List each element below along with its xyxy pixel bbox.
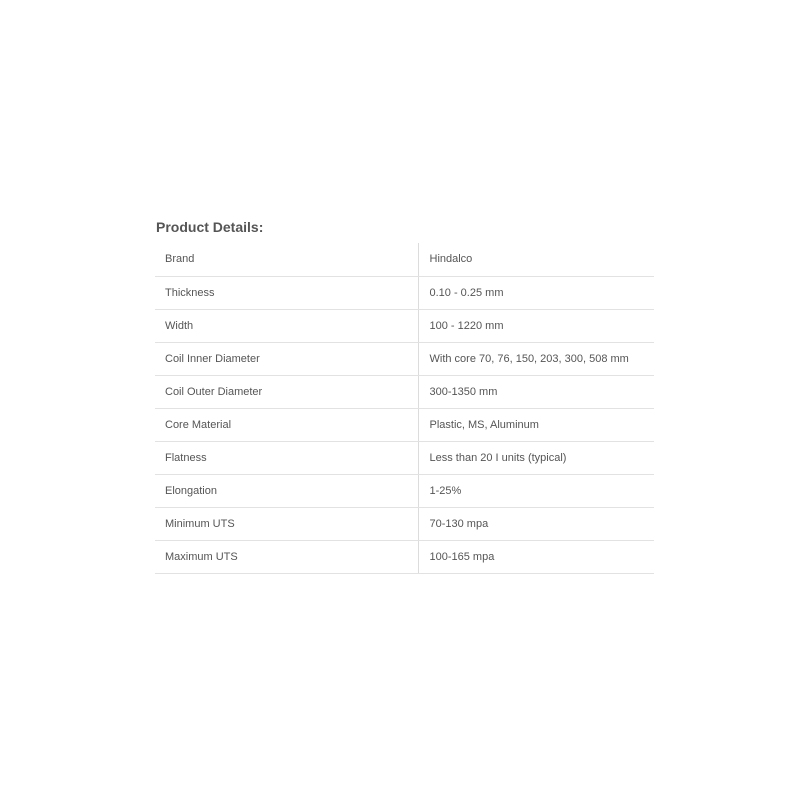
table-row xyxy=(155,243,654,276)
spec-label: Width xyxy=(155,309,418,342)
spec-value: Less than 20 I units (typical) xyxy=(418,441,654,474)
spec-label: Brand xyxy=(155,243,418,276)
spec-value: Hindalco xyxy=(418,243,654,276)
table-row xyxy=(155,507,654,540)
spec-label: Elongation xyxy=(155,474,418,507)
spec-value: 100 - 1220 mm xyxy=(418,309,654,342)
table-row xyxy=(155,375,654,408)
spec-value: Plastic, MS, Aluminum xyxy=(418,408,654,441)
table-row xyxy=(155,408,654,441)
spec-value: 0.10 - 0.25 mm xyxy=(418,276,654,309)
table-row xyxy=(155,309,654,342)
spec-label: Core Material xyxy=(155,408,418,441)
spec-label: Coil Inner Diameter xyxy=(155,342,418,375)
spec-label: Thickness xyxy=(155,276,418,309)
table-row xyxy=(155,474,654,507)
spec-value: With core 70, 76, 150, 203, 300, 508 mm xyxy=(418,342,654,375)
spec-value: 100-165 mpa xyxy=(418,540,654,573)
product-details-section xyxy=(155,218,654,574)
table-row xyxy=(155,342,654,375)
spec-label: Minimum UTS xyxy=(155,507,418,540)
table-row xyxy=(155,441,654,474)
spec-value: 70-130 mpa xyxy=(418,507,654,540)
spec-label: Maximum UTS xyxy=(155,540,418,573)
table-row xyxy=(155,540,654,573)
spec-value: 300-1350 mm xyxy=(418,375,654,408)
spec-label: Coil Outer Diameter xyxy=(155,375,418,408)
table-row xyxy=(155,276,654,309)
spec-label: Flatness xyxy=(155,441,418,474)
section-title: Product Details: xyxy=(156,219,264,235)
product-spec-table xyxy=(155,243,654,574)
spec-value: 1-25% xyxy=(418,474,654,507)
